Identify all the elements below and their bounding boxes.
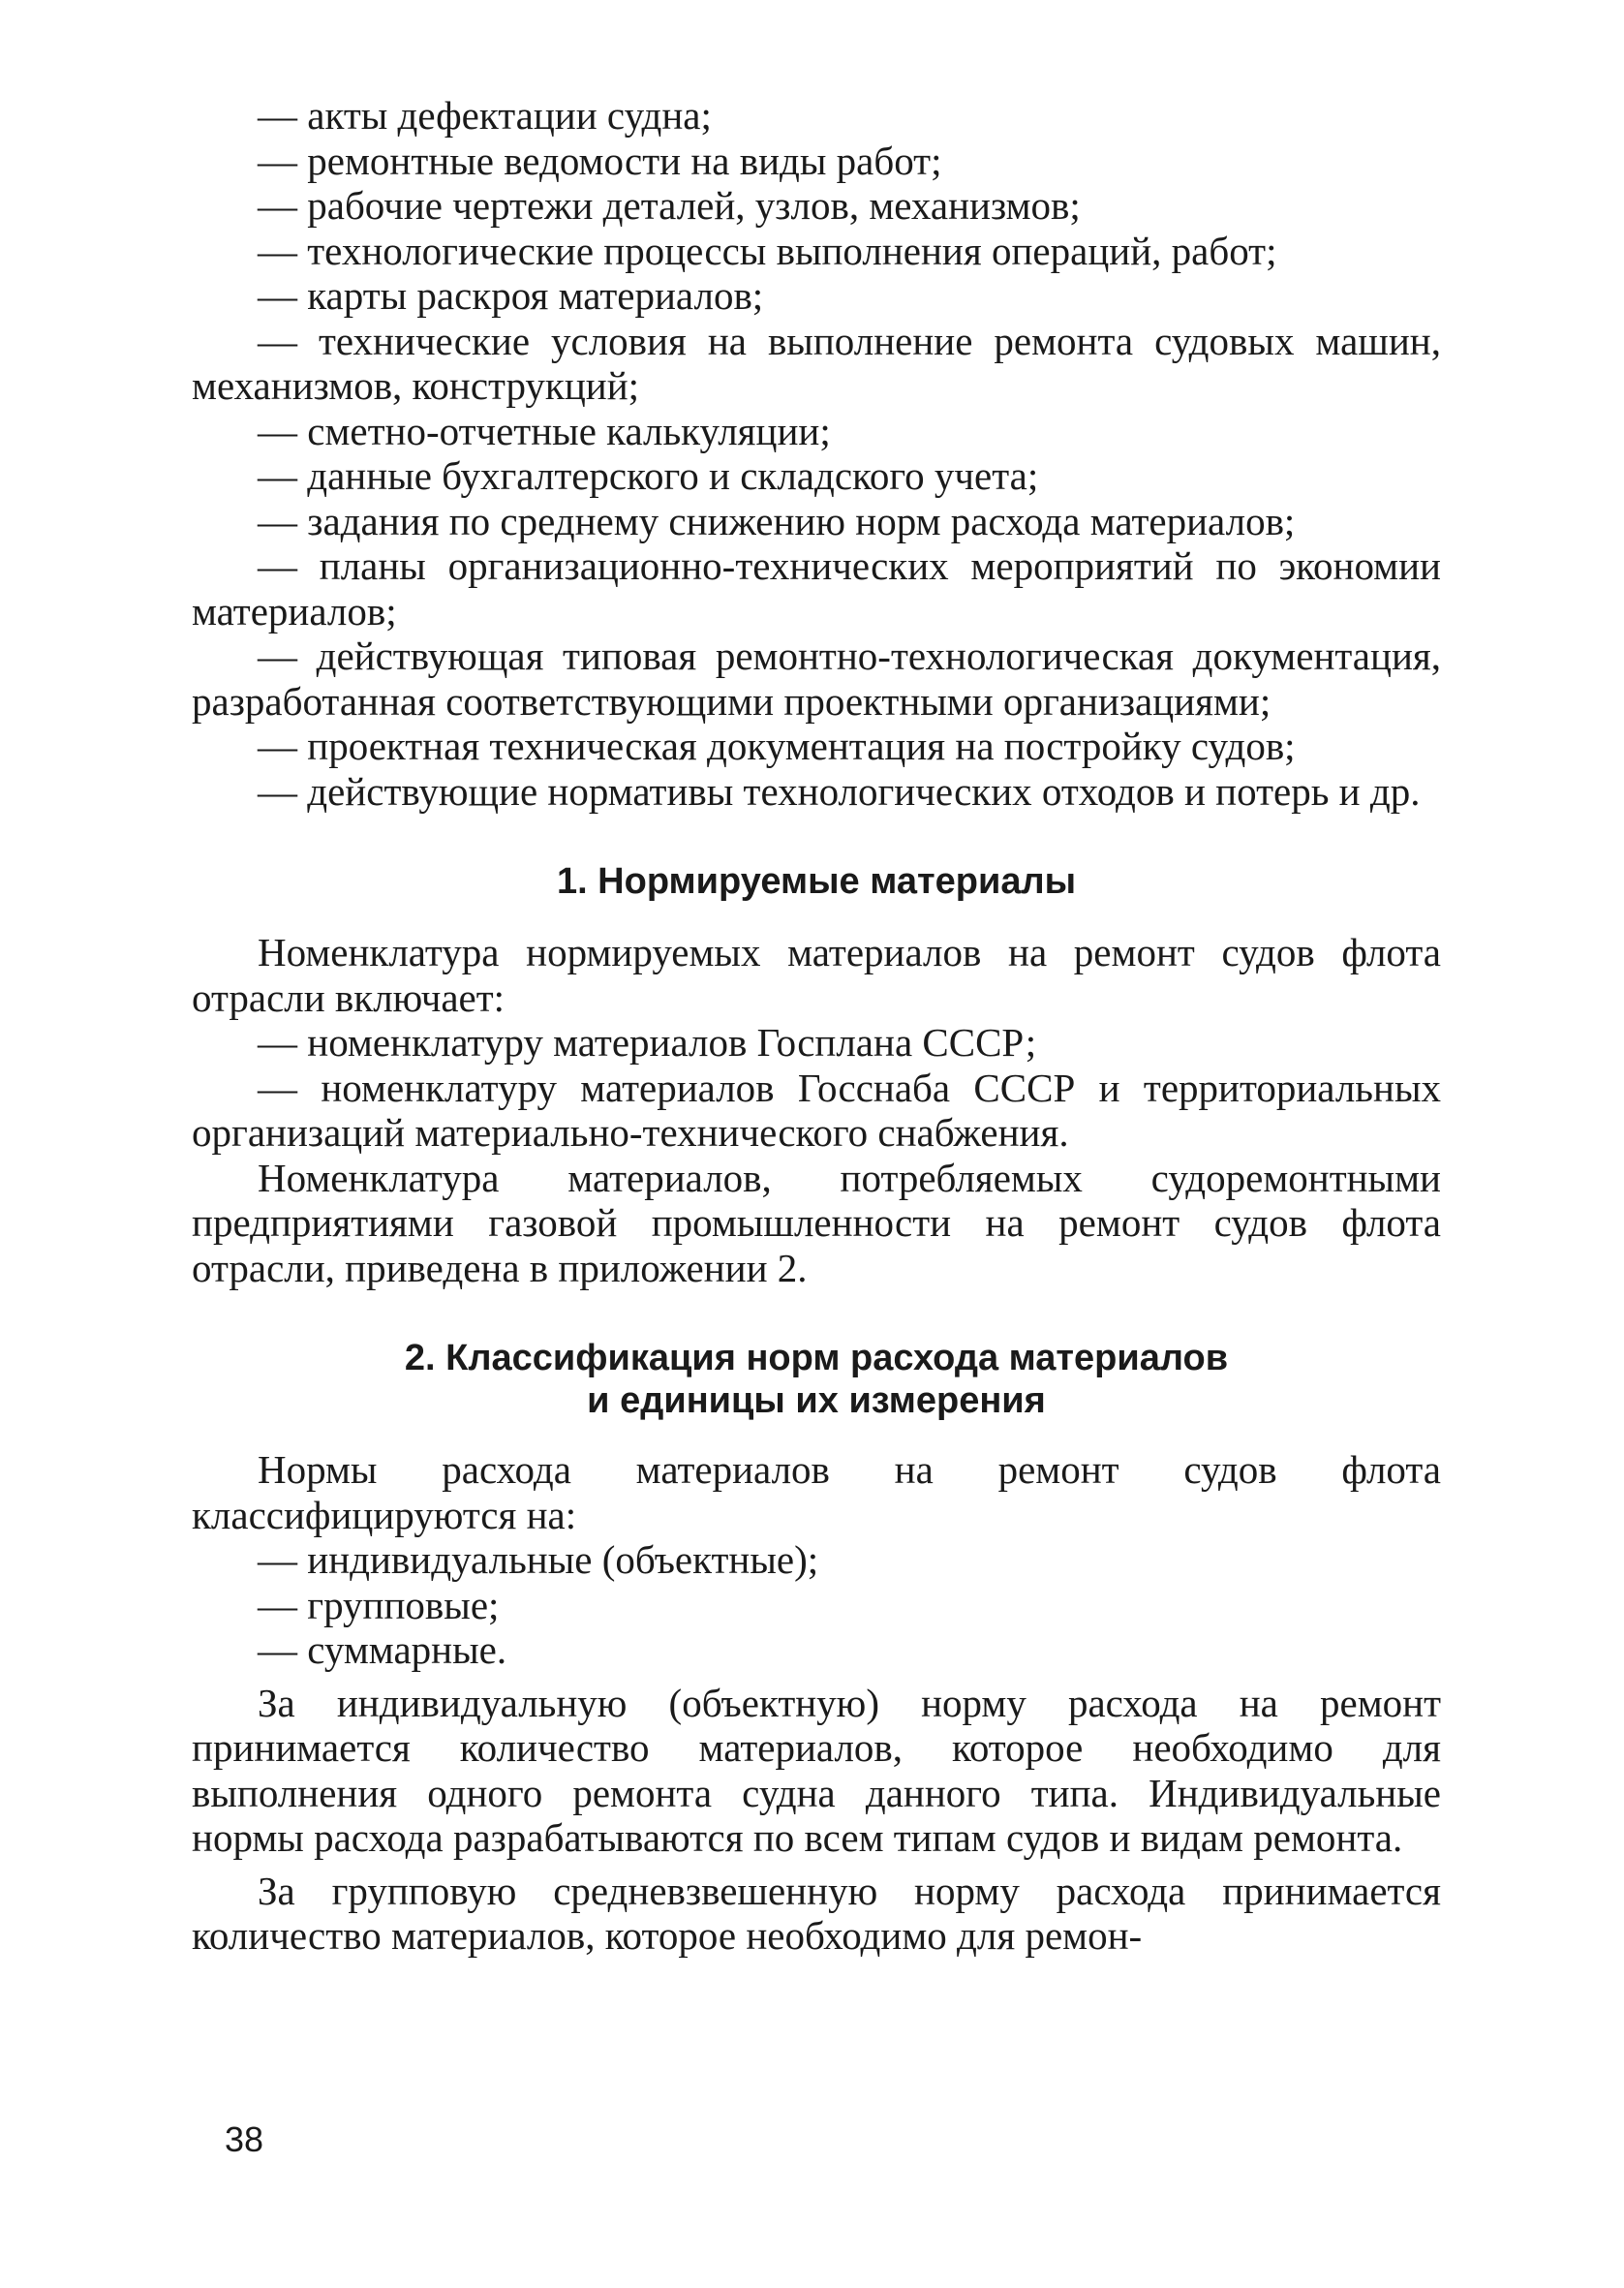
section-2-heading [192, 1337, 1441, 1422]
section-2-paragraph-2: За групповую средневзвешенную норму расхода принимается количество материалов, которое необходимо для ремон- [192, 1868, 1441, 1958]
section-2-paragraph-1: За индивидуальную (объектную) норму расхода на ремонт принимается количество материалов, которое необходимо для выполнения одного ремонта судна данного типа. Индивидуальные нормы расхода разрабатываются по всем типам судов и видам ремонта. [192, 1680, 1441, 1860]
section-2-intro: Нормы расхода материалов на ремонт судов флота классифицируются на: [192, 1447, 1441, 1537]
list-item: — карты раскроя материалов; [258, 273, 764, 318]
list-item: — действующие нормативы технологических отходов и потерь и др. [258, 768, 1421, 814]
list-item: — ремонтные ведомости на виды работ; [258, 138, 942, 183]
list-item: — данные бухгалтерского и складского учета; [258, 453, 1039, 498]
document-page [192, 93, 1441, 1959]
list-item: — акты дефектации судна; [258, 93, 712, 138]
list-item: — рабочие чертежи деталей, узлов, механизмов; [258, 183, 1081, 228]
list-item: — индивидуальные (объектные); [258, 1537, 819, 1582]
list-item: — групповые; [258, 1582, 500, 1627]
list-item: — номенклатуру материалов Госплана СССР; [258, 1020, 1037, 1065]
section-2-heading-line-2: и единицы их измерения [587, 1380, 1046, 1421]
section-2-heading-line-1: 2. Классификация норм расхода материалов [404, 1338, 1229, 1378]
list-item: — технологические процессы выполнения операций, работ; [258, 228, 1277, 273]
page-number: 38 [225, 2119, 264, 2159]
section-1-intro: Номенклатура нормируемых материалов на ремонт судов флота отрасли включает: [192, 930, 1441, 1020]
section-1-heading: 1. Нормируемые материалы [556, 861, 1077, 902]
list-item: — технические условия на выполнение ремонта судовых машин, механизмов, конструкций; [192, 318, 1441, 408]
source-documents-list [192, 93, 1441, 814]
list-item: — действующая типовая ремонтно-технологическая документация, разработанная соответствующими проектными организациями; [192, 634, 1441, 724]
list-item: — проектная техническая документация на постройку судов; [258, 724, 1296, 768]
list-item: — суммарные. [258, 1627, 507, 1672]
list-item: — задания по среднему снижению норм расхода материалов; [258, 498, 1296, 543]
list-item: — сметно-отчетные калькуляции; [258, 408, 831, 453]
section-1-closing: Номенклатура материалов, потребляемых судоремонтными предприятиями газовой промышленности на ремонт судов флота отрасли, приведена в приложении 2. [192, 1155, 1441, 1290]
list-item: — номенклатуру материалов Госснаба СССР и территориальных организаций материально-технического снабжения. [192, 1065, 1441, 1155]
list-item: — планы организационно-технических мероприятий по экономии материалов; [192, 543, 1441, 634]
